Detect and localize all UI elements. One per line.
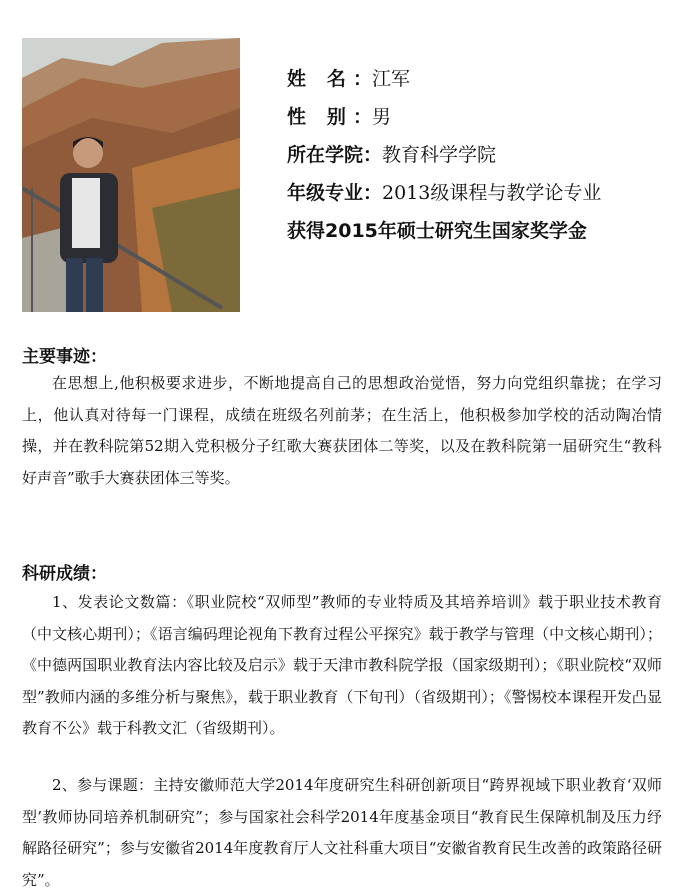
name-value: 江军	[372, 68, 411, 90]
gender-value: 男	[372, 106, 392, 128]
major-value: 2013级课程与教学论专业	[382, 182, 602, 204]
gender-label: 性 别：	[287, 106, 372, 128]
award-line: 获得2015年硕士研究生国家奖学金	[287, 220, 587, 242]
deeds-title: 主要事迹：	[22, 347, 107, 367]
research-title: 科研成绩：	[22, 564, 107, 584]
college-value: 教育科学学院	[382, 144, 497, 166]
profile-photo	[22, 38, 240, 312]
college-row	[287, 136, 667, 174]
college-label: 所在学院：	[287, 144, 383, 166]
projects-paragraph: 2、参与课题：主持安徽师范大学2014年度研究生科研创新项目“跨界视域下职业教育‘双师型’教师协同培养机制研究”；参与国家社会科学2014年度基金项目“教育民生保障机制及压力纾解路径研究”；参与安徽省2014年度教育厅人文社科重大项目“安徽省教育民生改善的政策路径研究”。	[22, 776, 662, 889]
deeds-paragraph: 在思想上,他积极要求进步，不断地提高自己的思想政治觉悟，努力向党组织靠拢；在学习上，他认真对待每一门课程，成绩在班级名列前茅；在生活上，他积极参加学校的活动陶冶情操，并在教科院第52期入党积极分子红歌大赛获团体二等奖，以及在教科院第一届研究生“教科好声音”歌手大赛获团体三等奖。	[22, 374, 662, 487]
profile-info	[287, 60, 667, 250]
name-label: 姓 名：	[287, 68, 372, 90]
name-row	[287, 60, 667, 98]
gender-row	[287, 98, 667, 136]
major-row	[287, 174, 667, 212]
papers-paragraph: 1、发表论文数篇：《职业院校“双师型”教师的专业特质及其培养培训》载于职业技术教育（中文核心期刊）；《语言编码理论视角下教育过程公平探究》载于教学与管理（中文核心期刊）；《中德两国职业教育法内容比较及启示》载于天津市教科院学报（国家级期刊）；《职业院校“双师型”教师内涵的多维分析与聚焦》，载于职业教育（下旬刊）（省级期刊）；《警惕校本课程开发凸显教育不公》载于科教文汇（省级期刊）。	[22, 593, 662, 737]
major-label: 年级专业：	[287, 182, 383, 204]
